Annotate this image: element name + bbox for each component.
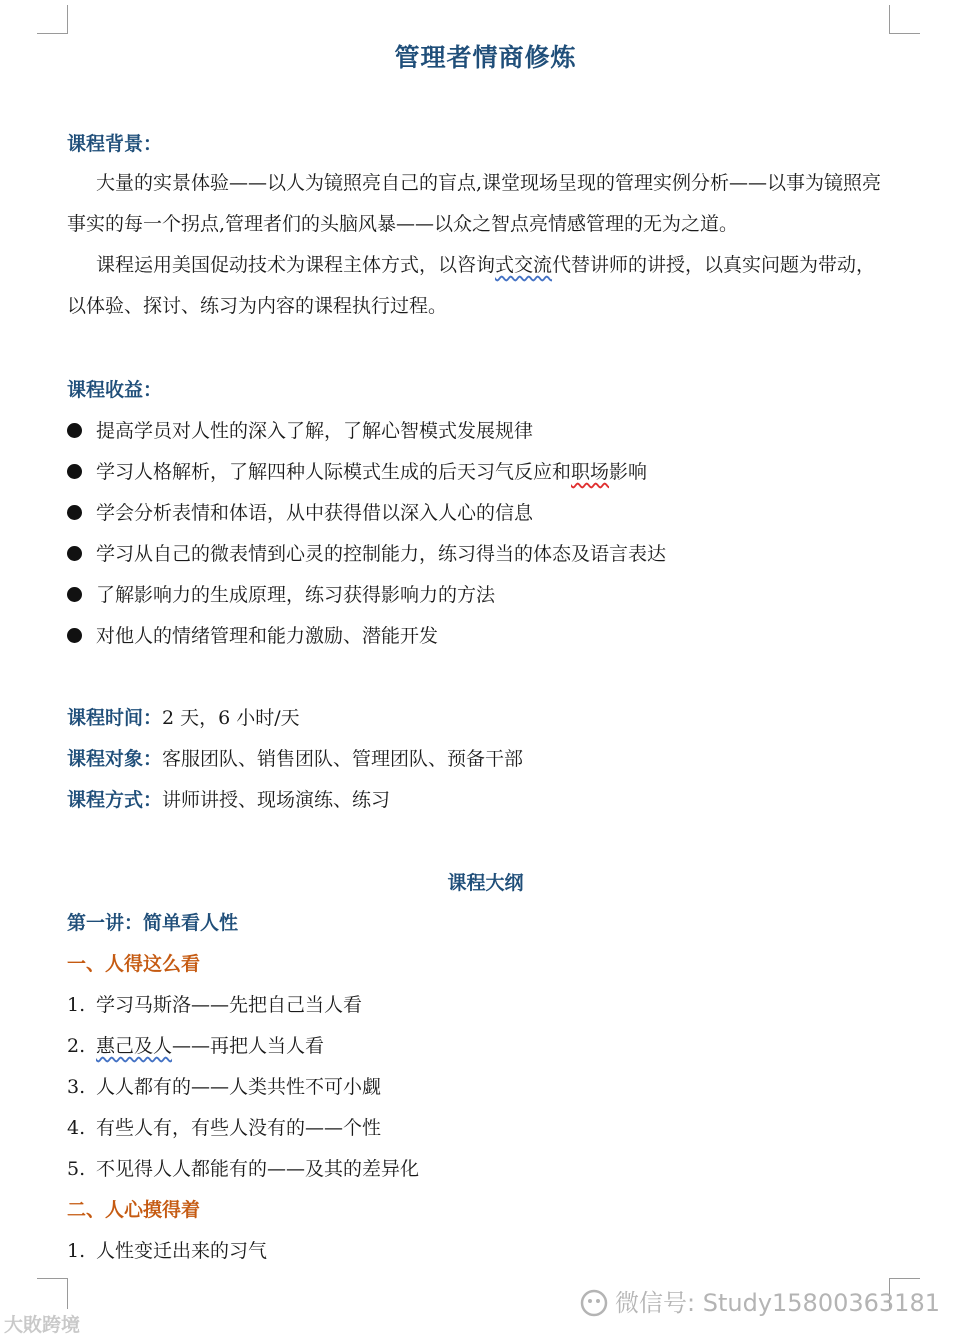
list-item: 2. 惠己及人——再把人当人看: [67, 1035, 325, 1057]
list-item: 4. 有些人有，有些人没有的——个性: [67, 1117, 382, 1139]
document-title: 管理者情商修炼: [394, 43, 577, 72]
course-method: 课程方式：讲师讲授、现场演练、练习: [67, 789, 391, 811]
benefit-item: 对他人的情绪管理和能力激励、潜能开发: [67, 623, 438, 649]
wechat-watermark: 微信号: Study15800363181: [579, 1283, 940, 1318]
course-audience: 课程对象：客服团队、销售团队、管理团队、预备干部: [67, 748, 524, 770]
benefits-heading: 课程收益：: [67, 379, 163, 401]
background-heading: 课程背景：: [67, 133, 163, 155]
watermark-logo: 大敗跨境: [4, 1314, 81, 1336]
lecture-1-heading: 第一讲：简单看人性: [67, 912, 239, 934]
page-corner-mark: [37, 5, 68, 34]
bullet-icon: [67, 628, 82, 643]
benefit-item: 了解影响力的生成原理，练习获得影响力的方法: [67, 582, 495, 608]
page-corner-mark: [37, 1278, 68, 1309]
benefit-item: 学习从自己的微表情到心灵的控制能力，练习得当的体态及语言表达: [67, 541, 666, 567]
background-paragraph-2: 课程运用美国促动技术为课程主体方式，以咨询式交流代替讲师的讲授，以真实问题为带动，以体验、探讨、练习为内容的课程执行过程。: [67, 254, 876, 317]
list-item: 3. 人人都有的——人类共性不可小觑: [67, 1076, 382, 1098]
benefit-item: 提高学员对人性的深入了解，了解心智模式发展规律: [67, 418, 533, 444]
list-item: 5. 不见得人人都能有的——及其的差异化: [67, 1158, 420, 1180]
page-corner-mark: [889, 5, 920, 34]
outline-heading: 课程大纲: [447, 872, 524, 894]
benefit-item: 学习人格解析，了解四种人际模式生成的后天习气反应和职场影响: [67, 459, 647, 485]
section-2-heading: 二、人心摸得着: [67, 1199, 201, 1221]
benefit-item: 学会分析表情和体语，从中获得借以深入人心的信息: [67, 500, 533, 526]
bullet-icon: [67, 587, 82, 602]
bullet-icon: [67, 464, 82, 479]
background-paragraph-1: 大量的实景体验——以人为镜照亮自己的盲点,课堂现场呈现的管理实例分析——以事为镜照亮事实的每一个拐点,管理者们的头脑风暴——以众之智点亮情感管理的无为之道。: [67, 172, 882, 235]
list-item: 1. 学习马斯洛——先把自己当人看: [67, 994, 363, 1016]
section-1-heading: 一、人得这么看: [67, 953, 201, 975]
bullet-icon: [67, 423, 82, 438]
wechat-icon: [579, 1289, 609, 1317]
bullet-icon: [67, 546, 82, 561]
list-item: 1. 人性变迁出来的习气: [67, 1240, 268, 1262]
course-time: 课程时间：2 天，6 小时/天: [67, 707, 300, 729]
bullet-icon: [67, 505, 82, 520]
